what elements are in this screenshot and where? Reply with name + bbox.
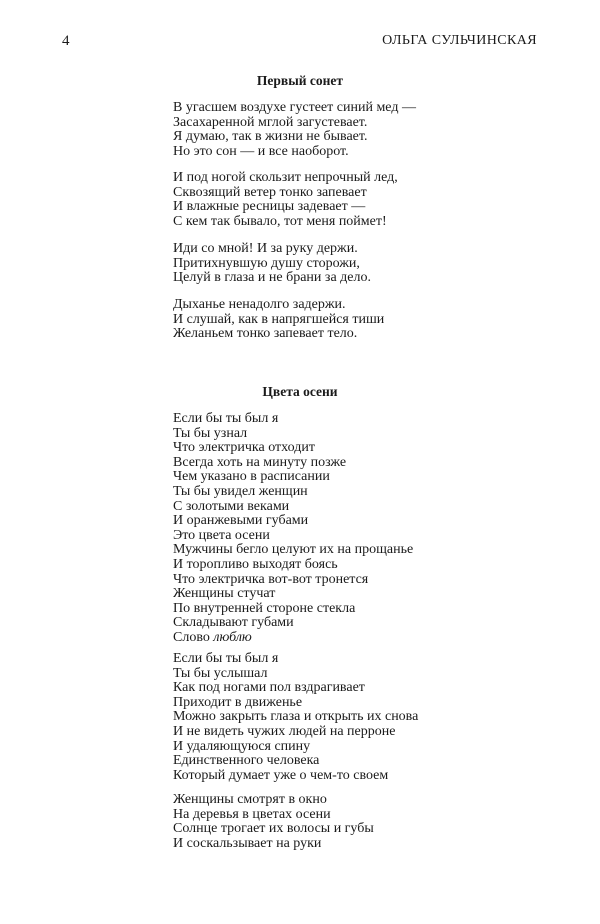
poem-line: И удаляющуюся спину — [173, 738, 311, 754]
poem-line: Если бы ты был я — [173, 411, 279, 426]
poem-line: Можно закрыть глаза и открыть их снова — [173, 709, 419, 725]
poem-line: Как под ногами пол вздрагивает — [173, 680, 365, 696]
italic-word: люблю — [213, 629, 252, 645]
poem-line: И влажные ресницы задевает — — [173, 199, 366, 215]
poem-line: Женщины смотрят в окно — [173, 792, 327, 807]
poem-line: Желаньем тонко запевает тело. — [173, 326, 358, 342]
poem-line: И торопливо выходят боясь — [173, 556, 338, 572]
poem-line: Притихнувшую душу сторожи, — [173, 255, 360, 271]
poem-line: Но это сон — и все наоборот. — [173, 143, 349, 159]
poem-line: Сквозящий ветер тонко запевает — [173, 184, 367, 200]
poem-line: По внутренней стороне стекла — [173, 600, 356, 616]
poem-line: Всегда хоть на минуту позже — [173, 454, 347, 470]
poem-line: С золотыми веками — [173, 498, 290, 514]
poem-line: Ты бы узнал — [173, 425, 248, 441]
stanza — [173, 171, 398, 229]
stanza — [173, 412, 413, 646]
poem-line: Это цвета осени — [173, 527, 270, 543]
poem-line-prefix: Слово — [173, 629, 214, 645]
poem-line: С кем так бывало, тот меня поймет! — [173, 213, 387, 229]
poem-line: Мужчины бегло целуют их на прощанье — [173, 542, 414, 558]
poem-line: Что электричка вот-вот тронется — [173, 571, 369, 587]
poem-line-last — [173, 631, 413, 646]
stanza — [173, 101, 416, 159]
poem-line: Солнце трогает их волосы и губы — [173, 821, 374, 837]
poem-title: Первый сонет — [256, 73, 344, 88]
poem-line: Женщины стучат — [173, 586, 276, 602]
stanza — [173, 242, 371, 286]
poem-line: Ты бы услышал — [173, 665, 268, 681]
poem-line: И оранжевыми губами — [173, 513, 309, 529]
stanza — [173, 298, 384, 342]
poem-line: Иди со мной! И за руку держи. — [173, 241, 358, 256]
poem-line: Который думает уже о чем-то своем — [173, 767, 389, 783]
poem-line: Что электричка отходит — [173, 440, 315, 456]
page-number: 4 — [62, 33, 70, 49]
poem-line: И под ногой скользит непрочный лед, — [173, 170, 398, 185]
poem-line: Единственного человека — [173, 753, 320, 769]
poem-line: Засахаренной мглой загустевает. — [173, 114, 368, 130]
poem-line: Дыханье ненадолго задержи. — [173, 297, 346, 312]
poem-title: Цвета осени — [262, 384, 338, 399]
poem-line: Складывают губами — [173, 615, 294, 631]
poem-line: И слушай, как в напрягшейся тиши — [173, 311, 385, 327]
poem-line: И соскальзывает на руки — [173, 835, 322, 851]
running-head-author: ОЛЬГА СУЛЬЧИНСКАЯ — [382, 33, 537, 48]
poem-line: На деревья в цветах осени — [173, 806, 331, 822]
stanza — [173, 652, 418, 783]
poem-line: Ты бы увидел женщин — [173, 483, 308, 499]
poem-line: Если бы ты был я — [173, 651, 279, 666]
poem-line: Целуй в глаза и не брани за дело. — [173, 270, 371, 286]
poem-line: И не видеть чужих людей на перроне — [173, 723, 396, 739]
poem-line: Приходит в движенье — [173, 694, 303, 710]
poem-line: Я думаю, так в жизни не бывает. — [173, 129, 368, 145]
stanza — [173, 793, 374, 851]
poem-line: В угасшем воздухе густеет синий мед — — [173, 100, 416, 115]
poem-line: Чем указано в расписании — [173, 469, 330, 485]
